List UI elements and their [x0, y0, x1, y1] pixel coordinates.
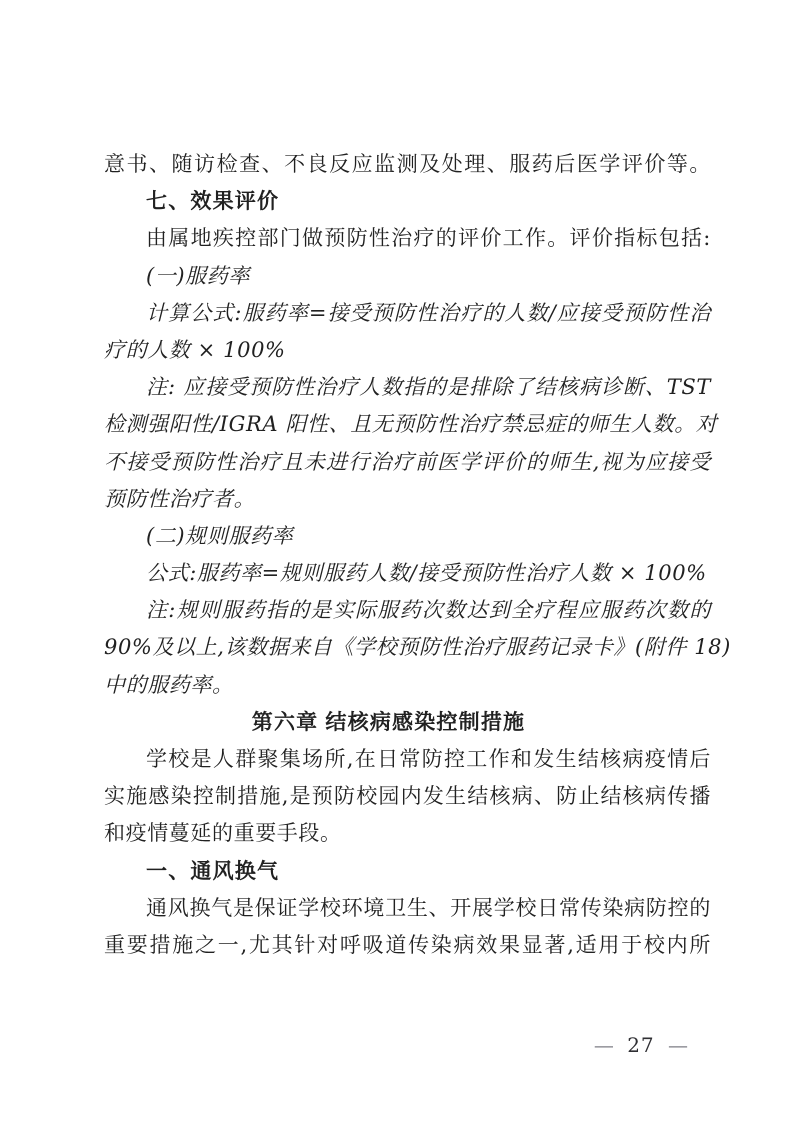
- text-line: (二)规则服药率: [146, 523, 294, 548]
- page-number: [587, 1032, 695, 1058]
- text-line: 不接受预防性治疗且未进行治疗前医学评价的师生,视为应接受: [104, 449, 711, 474]
- text-line: 计算公式:服药率=接受预防性治疗的人数/应接受预防性治: [146, 300, 711, 325]
- text-line: 90%及以上,该数据来自《学校预防性治疗服药记录卡》(附件 18): [104, 635, 731, 660]
- page-number-dash-left: —: [593, 1033, 614, 1057]
- text-line: 疗的人数 × 100%: [104, 337, 286, 362]
- text-line: 一、通风换气: [146, 859, 280, 883]
- text-line: 注:规则服药指的是实际服药次数达到全疗程应服药次数的: [146, 598, 711, 623]
- text-line: 预防性治疗者。: [104, 486, 256, 511]
- text-line: 中的服药率。: [104, 672, 234, 697]
- text-line: 七、效果评价: [146, 190, 280, 214]
- text-line: (一)服药率: [146, 263, 250, 288]
- text-line: 学校是人群聚集场所,在日常防控工作和发生结核病疫情后: [146, 747, 711, 771]
- page-number-value: 27: [627, 1033, 655, 1057]
- text-line: 意书、随访检查、不良反应监测及处理、服药后医学评价等。: [104, 152, 711, 176]
- text-line: 第六章 结核病感染控制措施: [251, 710, 526, 734]
- text-line: 通风换气是保证学校环境卫生、开展学校日常传染病防控的: [146, 895, 711, 920]
- text-line: 和疫情蔓延的重要手段。: [104, 821, 342, 846]
- text-line: 注: 应接受预防性治疗人数指的是排除了结核病诊断、TST: [146, 375, 711, 400]
- text-line: 由属地疾控部门做预防性治疗的评价工作。评价指标包括:: [146, 226, 711, 251]
- page-number-dash-right: —: [668, 1033, 688, 1057]
- text-line: 检测强阳性/IGRA 阳性、且无预防性治疗禁忌症的师生人数。对: [104, 412, 718, 437]
- text-line: 实施感染控制措施,是预防校园内发生结核病、防止结核病传播: [104, 784, 711, 809]
- text-line: 公式:服药率=规则服药人数/接受预防性治疗人数 × 100%: [146, 561, 707, 586]
- text-column: [104, 146, 731, 964]
- text-line: 重要措施之一,尤其针对呼吸道传染病效果显著,适用于校内所: [104, 932, 711, 957]
